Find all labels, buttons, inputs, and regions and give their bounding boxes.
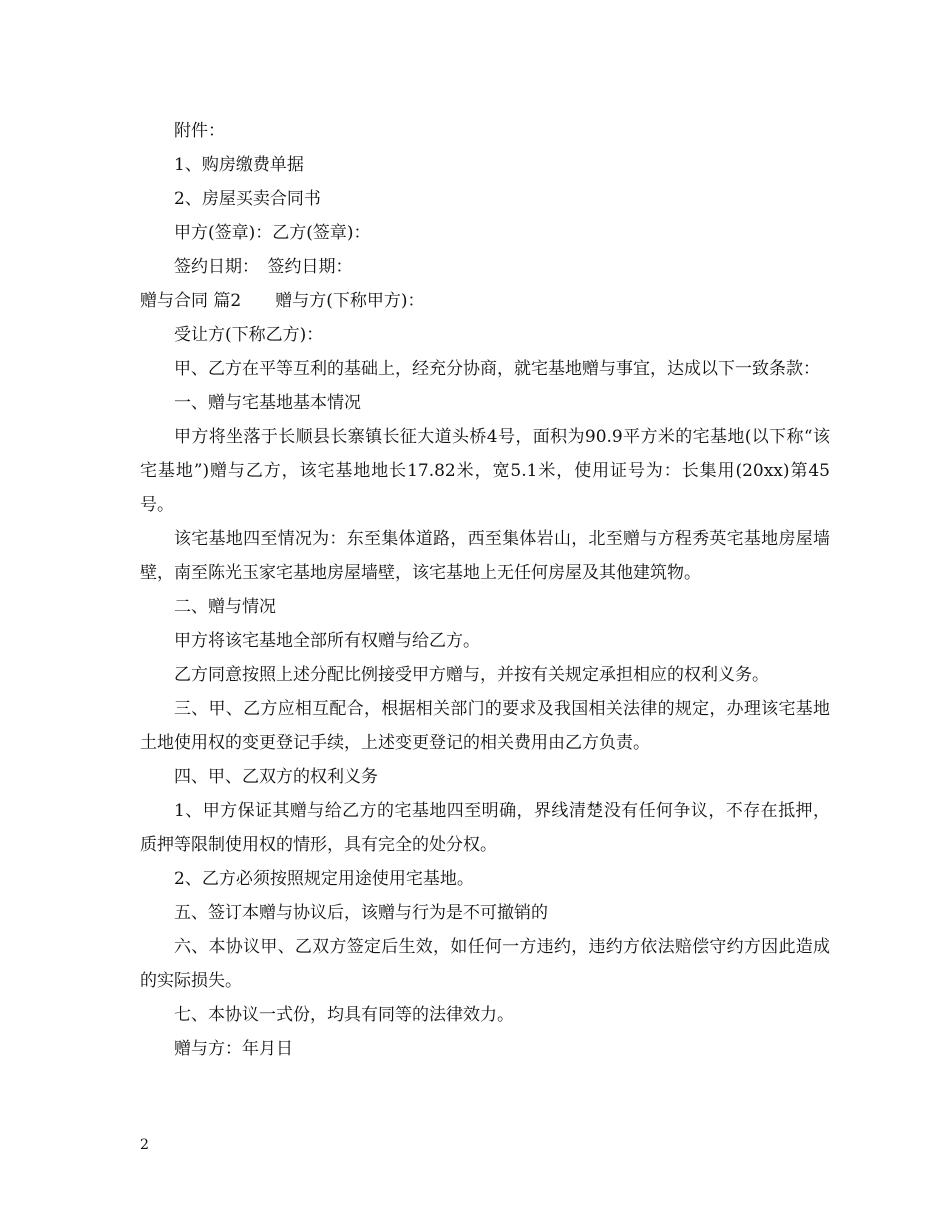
donee-line: 受让方(下称乙方)： xyxy=(174,325,324,345)
paragraph-irrevocable: 五、签订本赠与协议后，该赠与行为是不可撤销的 xyxy=(174,903,548,923)
section-title-line xyxy=(140,284,830,318)
paragraph-donor-guarantee: 1、甲方保证其赠与给乙方的宅基地四至明确，界线清楚没有任何争议，不存在抵押，质押等限制使用权的情形，具有完全的处分权。 xyxy=(140,801,830,855)
intro-paragraph: 甲、乙方在平等互利的基础上，经充分协商，就宅基地赠与事宜，达成以下一致条款： xyxy=(174,359,820,379)
paragraph-land-details: 甲方将坐落于长顺县长寨镇长征大道头桥4号，面积为90.9平方米的宅基地(以下称“该宅基地”)赠与乙方，该宅基地地长17.82米，宽5.1米，使用证号为：长集用(20xx)第45号。 xyxy=(140,427,830,515)
paragraph-boundaries: 该宅基地四至情况为：东至集体道路，西至集体岩山，北至赠与方程秀英宅基地房屋墙壁，南至陈光玉家宅基地房屋墙壁，该宅基地上无任何房屋及其他建筑物。 xyxy=(140,529,830,583)
paragraph-acceptance: 乙方同意按照上述分配比例接受甲方赠与，并按有关规定承担相应的权利义务。 xyxy=(174,665,769,685)
paragraph-liability: 六、本协议甲、乙双方签定后生效，如任何一方违约，违约方依法赔偿守约方因此造成的实际损失。 xyxy=(140,937,830,991)
paragraph-usage: 2、乙方必须按照规定用途使用宅基地。 xyxy=(174,869,474,889)
paragraph-copies: 七、本协议一式份，均具有同等的法律效力。 xyxy=(174,1005,514,1025)
signature-dates: 签约日期： 签约日期： xyxy=(174,257,353,277)
page-number: 2 xyxy=(140,1137,149,1153)
paragraph-registration: 三、甲、乙方应相互配合，根据相关部门的要求及我国相关法律的规定，办理该宅基地土地使用权的变更登记手续，上述变更登记的相关费用由乙方负责。 xyxy=(140,699,830,753)
heading-one: 一、赠与宅基地基本情况 xyxy=(174,393,361,413)
heading-two: 二、赠与情况 xyxy=(174,597,276,617)
closing-line: 赠与方：年月日 xyxy=(174,1039,293,1059)
document-body xyxy=(140,114,830,1066)
attachment-item-2: 2、房屋买卖合同书 xyxy=(174,189,321,209)
donor-line: 赠与方(下称甲方)： xyxy=(275,291,425,311)
signature-parties: 甲方(签章)：乙方(签章)： xyxy=(174,223,371,243)
section-title: 赠与合同 篇2 xyxy=(140,291,242,311)
paragraph-ownership-transfer: 甲方将该宅基地全部所有权赠与给乙方。 xyxy=(174,631,480,651)
heading-four: 四、甲、乙双方的权利义务 xyxy=(174,767,378,787)
attachment-heading: 附件： xyxy=(174,121,225,141)
attachment-item-1: 1、购房缴费单据 xyxy=(174,155,304,175)
